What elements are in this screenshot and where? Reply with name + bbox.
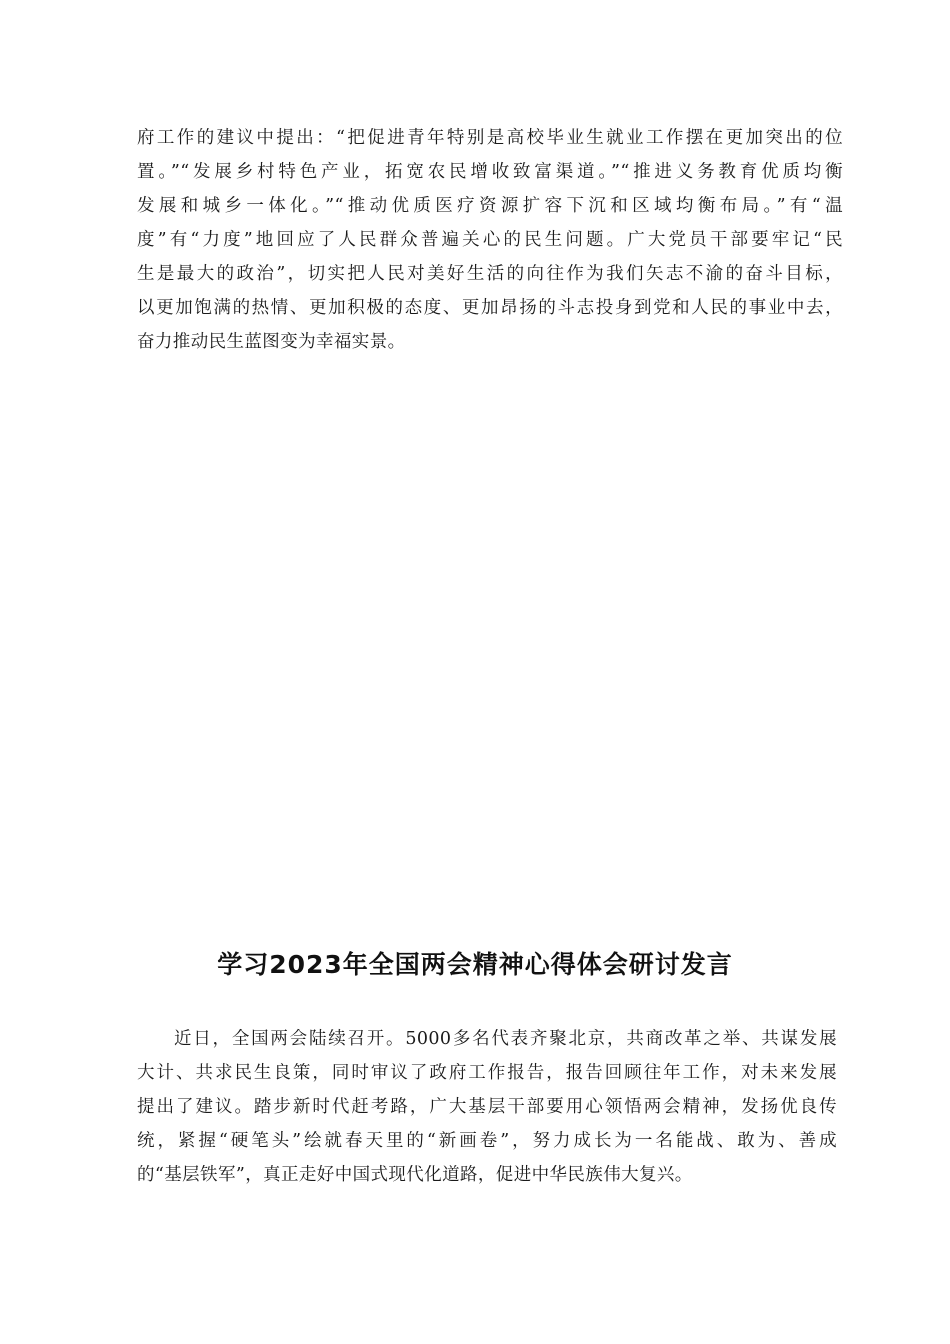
- text-line: 发展和城乡一体化。”“推动优质医疗资源扩容下沉和区域均衡布局。”有“温: [137, 196, 843, 216]
- text-line: 度”有“力度”地回应了人民群众普遍关心的民生问题。广大党员干部要牢记“民: [137, 230, 843, 250]
- text-line: 奋力推动民生蓝图变为幸福实景。: [137, 332, 406, 352]
- intro-paragraph: [137, 1022, 837, 1192]
- text-line: 统，紧握“硬笔头”绘就春天里的“新画卷”，努力成长为一名能战、敢为、善成: [137, 1131, 837, 1151]
- text-line: 府工作的建议中提出：“把促进青年特别是高校毕业生就业工作摆在更加突出的位: [137, 128, 843, 148]
- text-line: 生是最大的政治”，切实把人民对美好生活的向往作为我们矢志不渝的奋斗目标，: [137, 264, 843, 284]
- text-line: 近日，全国两会陆续召开。5000多名代表齐聚北京，共商改革之举、共谋发展: [174, 1029, 837, 1049]
- continuation-paragraph: [137, 121, 843, 359]
- article-title: 学习2023年全国两会精神心得体会研讨发言: [217, 950, 733, 979]
- text-line: 大计、共求民生良策，同时审议了政府工作报告，报告回顾往年工作，对未来发展: [137, 1063, 837, 1083]
- text-line: 的“基层铁军”，真正走好中国式现代化道路，促进中华民族伟大复兴。: [137, 1165, 693, 1185]
- text-line: 置。”“发展乡村特色产业，拓宽农民增收致富渠道。”“推进义务教育优质均衡: [137, 162, 843, 182]
- text-line: 提出了建议。踏步新时代赶考路，广大基层干部要用心领悟两会精神，发扬优良传: [137, 1097, 837, 1117]
- text-line: 以更加饱满的热情、更加积极的态度、更加昂扬的斗志投身到党和人民的事业中去，: [137, 298, 843, 318]
